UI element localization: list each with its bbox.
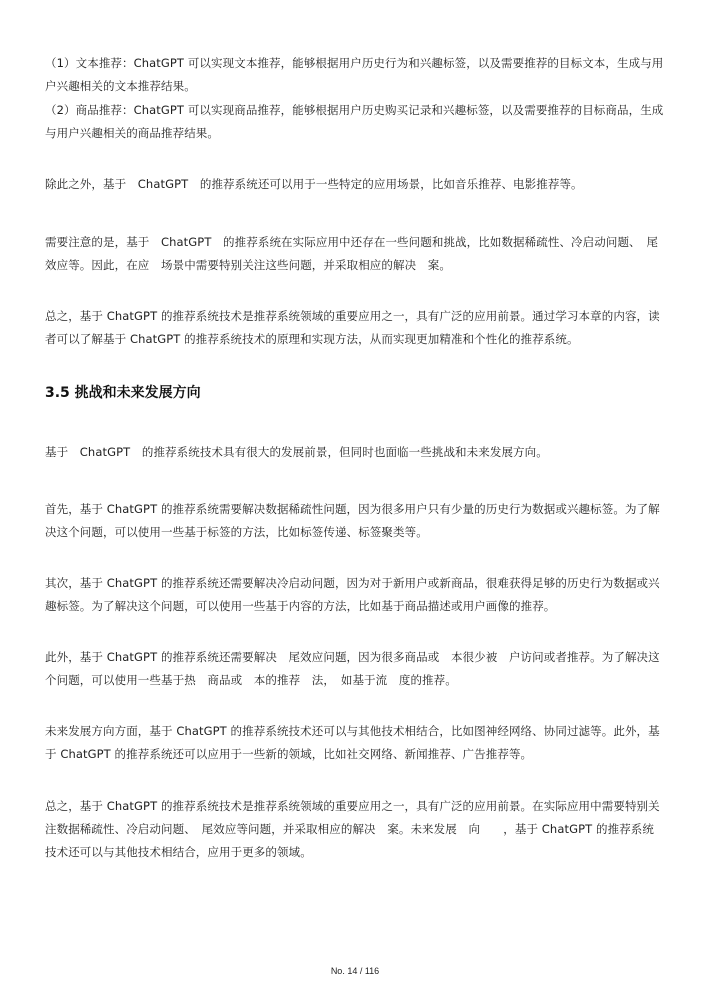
paragraph-data-sparsity: 首先，基于 ChatGPT 的推荐系统需要解决数据稀疏性问题，因为很多用户只有少量的历史行为数据或兴趣标签。为了解决这个问题，可以使用一些基于标签的方法，比如标签传递、标签聚类等。: [45, 502, 660, 539]
paragraph-cold-start: 其次，基于 ChatGPT 的推荐系统还需要解决冷启动问题，因为对于新用户或新商品，很难获得足够的历史行为数据或兴趣标签。为了解决这个问题，可以使用一些基于内容的方法，比如基于商品描述或用户画像的推荐。: [45, 576, 660, 613]
paragraph-section-summary: 总之，基于 ChatGPT 的推荐系统技术是推荐系统领域的重要应用之一，具有广泛的应用前景。在实际应用中需要特别关注数据稀疏性、冷启动问题、 尾效应等问题，并采取相应的解决 案。未来发展 向 ，基于 ChatGPT 的推荐系统技术还可以与其他技术相结合，应用于更多的领域。: [45, 799, 660, 859]
paragraph-product-recommendation: （2）商品推荐：ChatGPT 可以实现商品推荐，能够根据用户历史购买记录和兴趣标签，以及需要推荐的目标商品，生成与用户兴趣相关的商品推荐结果。: [45, 103, 664, 140]
paragraph-notes: 需要注意的是，基于 ChatGPT 的推荐系统在实际应用中还存在一些问题和挑战，比如数据稀疏性、冷启动问题、 尾效应等。因此，在应 场景中需要特别关注这些问题，并采取相应的解决 案。: [45, 235, 659, 272]
section-heading: 3.5 挑战和未来发展方向: [45, 385, 201, 401]
paragraph-section-intro: 基于 ChatGPT 的推荐系统技术具有很大的发展前景，但同时也面临一些挑战和未来发展方向。: [45, 445, 548, 459]
paragraph-summary: 总之，基于 ChatGPT 的推荐系统技术是推荐系统领域的重要应用之一，具有广泛的应用前景。通过学习本章的内容，读者可以了解基于 ChatGPT 的推荐系统技术的原理和实现方法，从而实现更加精准和个性化的推荐系统。: [45, 309, 660, 346]
paragraph-future-directions: 未来发展方向方面，基于 ChatGPT 的推荐系统技术还可以与其他技术相结合，比如图神经网络、协同过滤等。此外，基于 ChatGPT 的推荐系统还可以应用于一些新的领域，比如社交网络、新闻推荐、广告推荐等。: [45, 724, 660, 761]
paragraph-other-scenarios: 除此之外，基于 ChatGPT 的推荐系统还可以用于一些特定的应用场景，比如音乐推荐、电影推荐等。: [45, 177, 583, 191]
paragraph-text-recommendation: （1）文本推荐：ChatGPT 可以实现文本推荐，能够根据用户历史行为和兴趣标签，以及需要推荐的目标文本，生成与用户兴趣相关的文本推荐结果。: [45, 56, 664, 93]
page-number: No. 14 / 116: [330, 966, 380, 976]
paragraph-long-tail: 此外，基于 ChatGPT 的推荐系统还需要解决 尾效应问题，因为很多商品或 本很少被 户访问或者推荐。为了解决这个问题，可以使用一些基于热 商品或 本的推荐 法， 如基于流 度的推荐。: [45, 650, 660, 687]
